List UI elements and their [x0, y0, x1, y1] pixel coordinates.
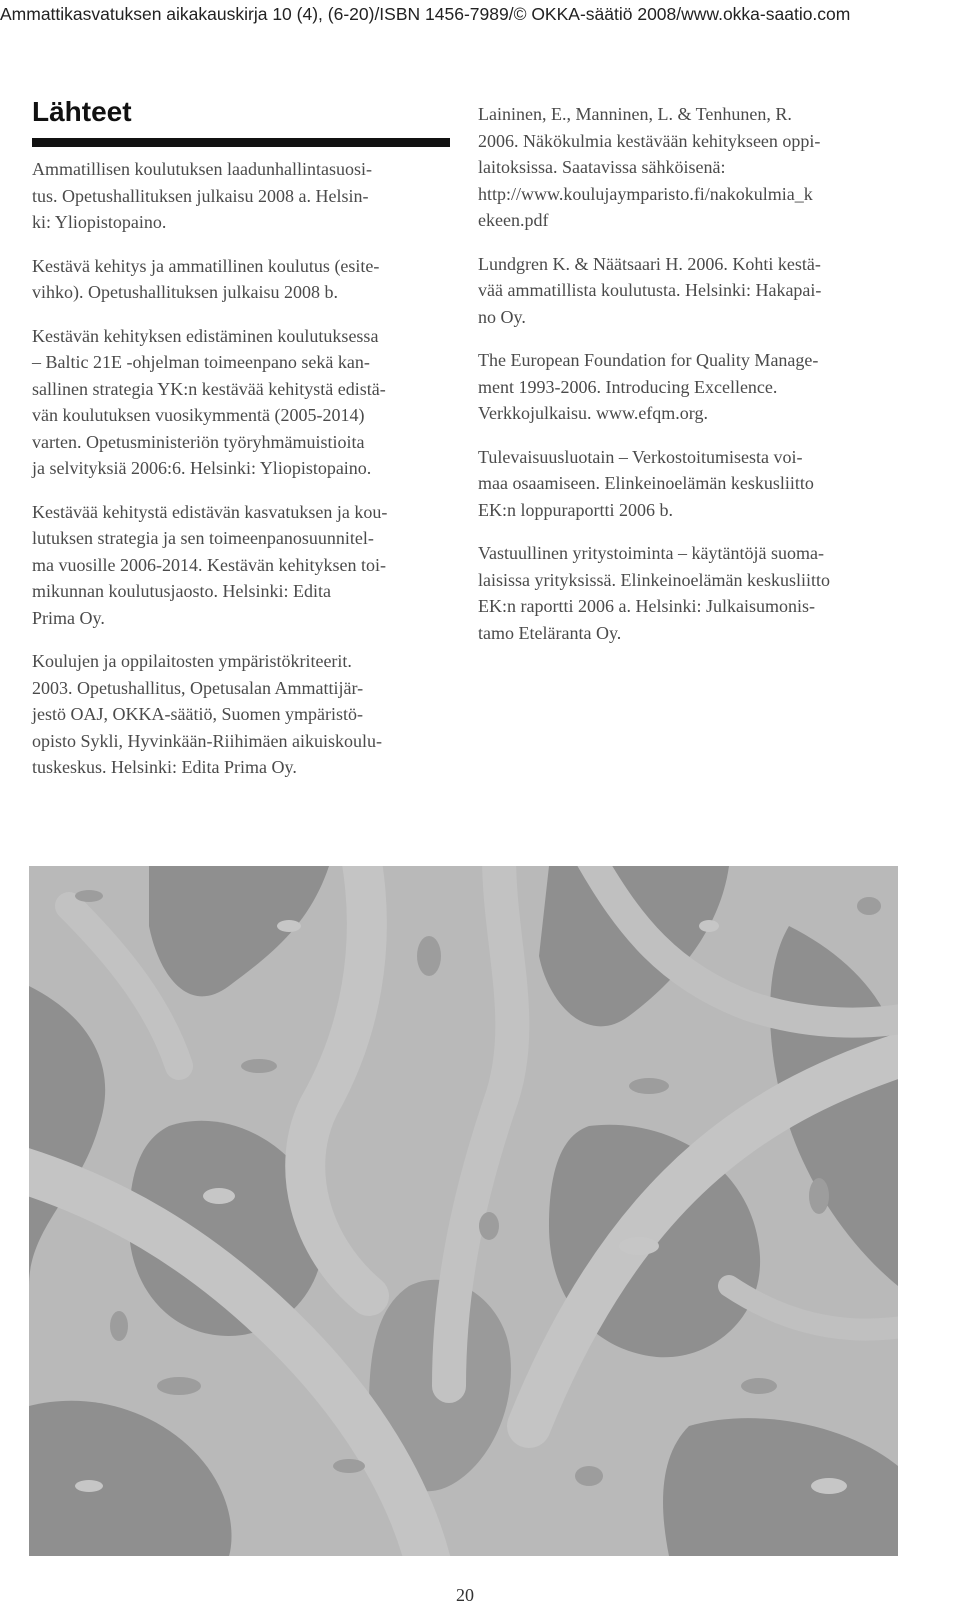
- reference-line: Kestävän kehityksen edistäminen koulutuksessa: [32, 325, 379, 346]
- reference-entry: [32, 499, 452, 632]
- tree-bark-illustration: [29, 866, 898, 1556]
- reference-line: tuskeskus. Helsinki: Edita Prima Oy.: [32, 757, 297, 777]
- reference-entry: [478, 540, 918, 646]
- reference-line: http://www.koulujaymparisto.fi/nakokulmia_k: [478, 183, 813, 204]
- reference-line: lutuksen strategia ja sen toimeenpanosuunnitel-: [32, 528, 374, 548]
- page-number: 20: [456, 1585, 474, 1605]
- reference-line: jestö OAJ, OKKA-säätiö, Suomen ympäristö-: [32, 704, 363, 724]
- reference-line: Verkkojulkaisu. www.efqm.org.: [478, 403, 708, 423]
- reference-line: laitoksissa. Saatavissa sähköisenä:: [478, 157, 726, 177]
- references-right-column: [478, 101, 918, 663]
- reference-line: ekeen.pdf: [478, 210, 549, 230]
- reference-line: laisissa yrityksissä. Elinkeinoelämän keskusliitto: [478, 569, 830, 590]
- reference-line: vihko). Opetushallituksen julkaisu 2008 b.: [32, 282, 338, 302]
- reference-line: tamo Eteläranta Oy.: [478, 622, 622, 643]
- reference-line: 2003. Opetushallitus, Opetusalan Ammattijär-: [32, 677, 364, 698]
- reference-line: EK:n loppuraportti 2006 b.: [478, 499, 673, 520]
- reference-entry: [32, 648, 452, 781]
- reference-line: EK:n raportti 2006 a. Helsinki: Julkaisumonis-: [478, 596, 815, 616]
- reference-line: vän koulutuksen vuosikymmentä (2005-2014): [32, 405, 365, 425]
- reference-line: The European Foundation for Quality Manage-: [478, 350, 819, 370]
- tree-bark-photo: [29, 866, 898, 1556]
- reference-line: opisto Sykli, Hyvinkään-Riihimäen aikuiskoulu-: [32, 730, 382, 751]
- reference-entry: [478, 251, 918, 331]
- references-left-column: [32, 156, 452, 798]
- reference-line: sallinen strategia YK:n kestävää kehitystä edistä-: [32, 378, 386, 399]
- reference-line: 2006. Näkökulmia kestävään kehitykseen oppi-: [478, 130, 821, 151]
- reference-line: Prima Oy.: [32, 607, 105, 628]
- reference-line: varten. Opetusministeriön työryhmämuistioita: [32, 431, 365, 452]
- reference-line: Tulevaisuusluotain – Verkostoitumisesta voi-: [478, 446, 803, 467]
- reference-line: Kestävää kehitystä edistävän kasvatuksen ja kou-: [32, 501, 388, 522]
- reference-line: ment 1993-2006. Introducing Excellence.: [478, 376, 778, 397]
- reference-line: mikunnan koulutusjaosto. Helsinki: Edita: [32, 581, 331, 601]
- reference-line: no Oy.: [478, 306, 526, 327]
- reference-line: ki: Yliopistopaino.: [32, 212, 167, 232]
- reference-entry: [32, 323, 452, 482]
- reference-line: ma vuosille 2006-2014. Kestävän kehityksen toi-: [32, 554, 386, 575]
- reference-entry: [32, 156, 452, 236]
- reference-entry: [478, 444, 918, 524]
- reference-entry: [478, 101, 918, 234]
- reference-line: Ammatillisen koulutuksen laadunhallintasuosi-: [32, 159, 372, 179]
- reference-line: ja selvityksiä 2006:6. Helsinki: Yliopistopaino.: [32, 458, 372, 478]
- section-title: Lähteet: [32, 96, 132, 127]
- reference-entry: [32, 253, 452, 306]
- reference-line: Laininen, E., Manninen, L. & Tenhunen, R.: [478, 104, 792, 124]
- running-header: Ammattikasvatuksen aikakauskirja 10 (4), (6-20)/ISBN 1456-7989/© OKKA-säätiö 2008/www.okka-saatio.com: [0, 4, 851, 24]
- reference-line: Vastuullinen yritystoiminta – käytäntöjä suoma-: [478, 543, 824, 563]
- reference-line: tus. Opetushallituksen julkaisu 2008 a. Helsin-: [32, 185, 369, 206]
- reference-line: Koulujen ja oppilaitosten ympäristökriteerit.: [32, 651, 352, 671]
- reference-line: maa osaamiseen. Elinkeinoelämän keskusliitto: [478, 473, 814, 493]
- reference-line: vää ammatillista koulutusta. Helsinki: Hakapai-: [478, 280, 822, 300]
- reference-line: – Baltic 21E -ohjelman toimeenpano sekä kan-: [32, 352, 370, 372]
- reference-entry: [478, 347, 918, 427]
- reference-line: Kestävä kehitys ja ammatillinen koulutus (esite-: [32, 255, 380, 276]
- title-rule: [32, 138, 450, 147]
- reference-line: Lundgren K. & Näätsaari H. 2006. Kohti kestä-: [478, 253, 821, 274]
